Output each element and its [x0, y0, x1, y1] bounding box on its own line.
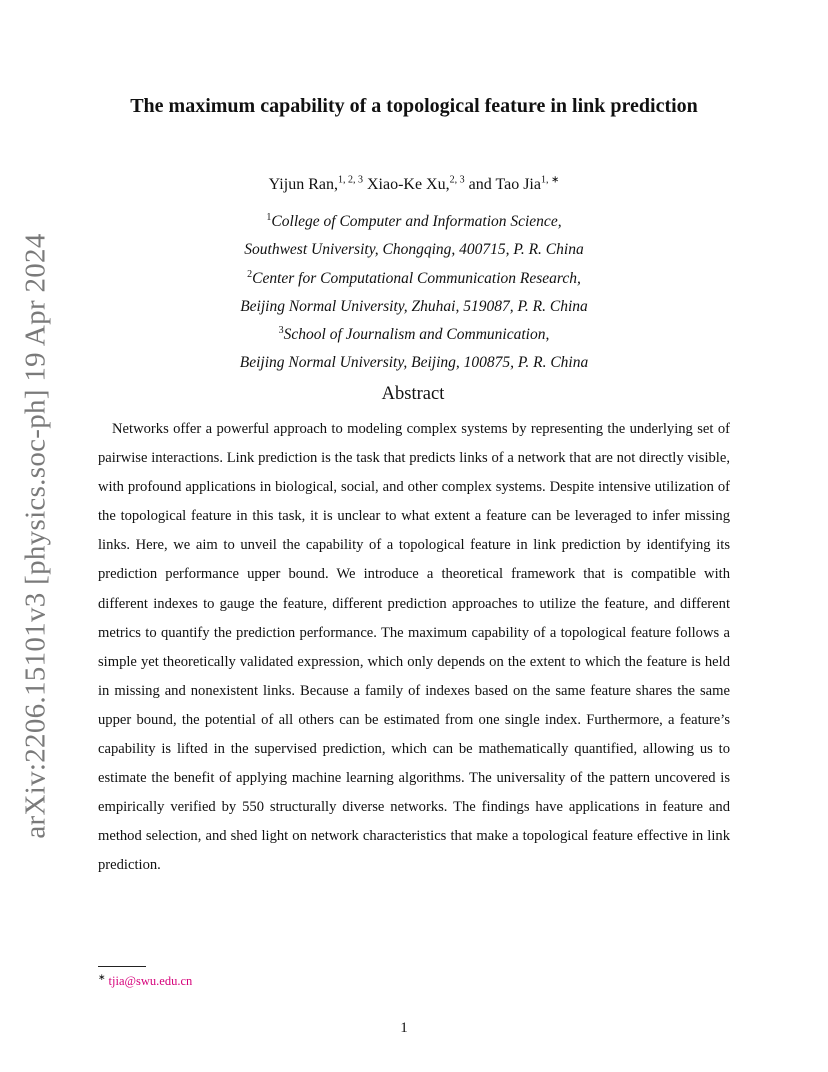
affiliation-line [100, 208, 728, 236]
author-affiliation-marker: 1, ∗ [540, 174, 560, 186]
arxiv-identifier-stamp: arXiv:2206.15101v3 [physics.soc-ph] 19 Apr 2024 [19, 233, 52, 839]
author-connector: and [468, 176, 492, 193]
author-affiliation-marker: 1, 2, 3 [337, 174, 363, 186]
corresponding-email-link[interactable]: tjia@swu.edu.cn [108, 974, 193, 989]
affiliation-number: 3 [278, 325, 284, 337]
affiliation-line: Beijing Normal University, Zhuhai, 519087, P. R. China [240, 297, 588, 315]
page-number: 1 [400, 1020, 408, 1036]
affiliation-line: Southwest University, Chongqing, 400715, P. R. China [244, 241, 584, 259]
affiliation-line: Beijing Normal University, Beijing, 100875, P. R. China [239, 354, 589, 372]
abstract-body: Networks offer a powerful approach to modeling complex systems by representing the underlying set of pairwise interactions. Link prediction is the task that predicts links of a network that are not directly visible, with profound applications in biological, social, and other complex systems. Despite intensive utilization of the topological feature in this task, it is unclear to what extent a feature can be leveraged to infer missing links. Here, we aim to unveil the capability of a topological feature in link prediction by identifying its prediction performance upper bound. We introduce a theoretical framework that is compatible with different indexes to gauge the feature, different prediction approaches to utilize the feature, and different metrics to quantify the prediction performance. The maximum capability of a topological feature follows a simple yet theoretically validated expression, which only depends on the extent to which the feature is held in missing and nonexistent links. Because a family of indexes based on the same feature shares the same upper bound, the potential of all others can be estimated from one single index. Furthermore, a feature’s capability is lifted in the supervised prediction, which can be mathematically quantified, allowing us to estimate the benefit of applying machine learning algorithms. The universality of the pattern uncovered is empirically verified by 550 structurally diverse networks. The findings have applications in feature and method selection, and shed light on network characteristics that make a topological feature effective in link prediction. [98, 421, 730, 874]
affiliation-text: School of Journalism and Communication, [283, 326, 550, 344]
affiliation-text: Center for Computational Communication Research, [252, 269, 581, 287]
abstract-heading: Abstract [381, 384, 445, 404]
footnote [98, 972, 192, 989]
affiliation-line [100, 321, 728, 349]
affiliation-number: 2 [247, 268, 253, 280]
author-name: Yijun Ran, [268, 176, 338, 193]
author-list [100, 176, 728, 194]
paper-title: The maximum capability of a topological feature in link prediction [130, 95, 698, 117]
affiliation-number: 1 [266, 211, 272, 223]
author-name: Tao Jia [495, 176, 541, 193]
author-affiliation-marker: 2, 3 [449, 174, 465, 186]
author-name: Xiao-Ke Xu, [366, 176, 450, 193]
footnote-divider [98, 966, 146, 967]
footnote-marker: ∗ [98, 972, 106, 982]
affiliation-list [100, 208, 728, 378]
affiliation-line [100, 265, 728, 293]
affiliation-text: College of Computer and Information Science, [271, 213, 562, 230]
